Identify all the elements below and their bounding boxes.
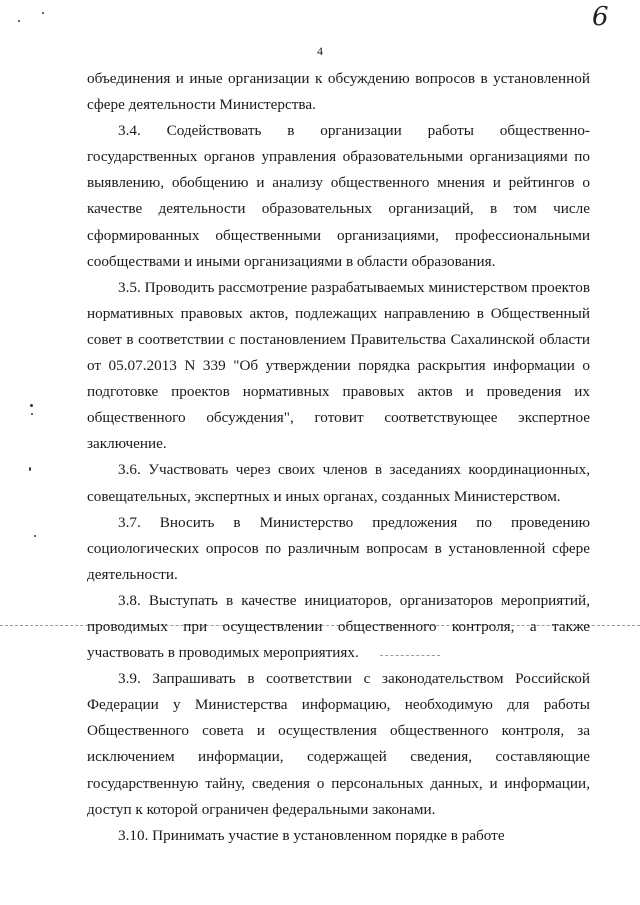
paragraph-3-8: 3.8. Выступать в качестве инициаторов, организаторов мероприятий, проводимых при осуществлении общественного контроля, а также участвовать в проводимых мероприятиях. [87,591,590,662]
scan-speck [30,404,33,407]
paragraph-3-5: 3.5. Проводить рассмотрение разрабатываемых министерством проектов нормативных правовых актов, подлежащих направлению в Общественный совет в соответствии с постановлением Правительства Сахалинской области от 05.07.2013 N 339 "Об утверждении порядка раскрытия информации о подготовке проектов нормативных правовых актов и проведения их общественного обсуждения", готовит соответствующее экспертное заключение. [87,278,590,453]
paragraph-3-9: 3.9. Запрашивать в соответствии с законодательством Российской Федерации у Министерства информацию, необходимую для работы Общественного совета и осуществления общественного контроля, за исключением информации, содержащей сведения, составляющие государственную тайну, сведения о персональных данных, и информации, доступ к которой ограничен федеральными законами. [87,670,590,818]
scan-speck [42,12,44,14]
paragraph-continuation: объединения и иные организации к обсуждению вопросов в установленной сфере деятельности Министерства. [87,70,590,114]
handwritten-page-mark: 6 [592,2,609,32]
scan-speck [34,535,36,537]
scan-speck [31,413,33,415]
scan-speck [29,467,31,471]
paragraph-3-10: 3.10. Принимать участие в установленном порядке в работе [118,826,505,844]
paragraph-3-6: 3.6. Участвовать через своих членов в заседаниях координационных, совещательных, экспертных и иных органах, созданных Министерством. [87,461,590,505]
page-number: 4 [317,44,323,58]
document-body [87,66,590,849]
paragraph-3-7: 3.7. Вносить в Министерство предложения по проведению социологических опросов по различным вопросам в установленной сфере деятельности. [87,513,590,583]
paragraph-3-4: 3.4. Содействовать в организации работы общественно-государственных органов управления образовательными организациями по выявлению, обобщению и анализу общественного мнения и рейтингов о качестве деятельности образовательных организаций, в том числе сформированных общественными организациями, профессиональными сообществами и иными организациями в области образования. [87,122,590,270]
scan-speck [18,20,20,22]
